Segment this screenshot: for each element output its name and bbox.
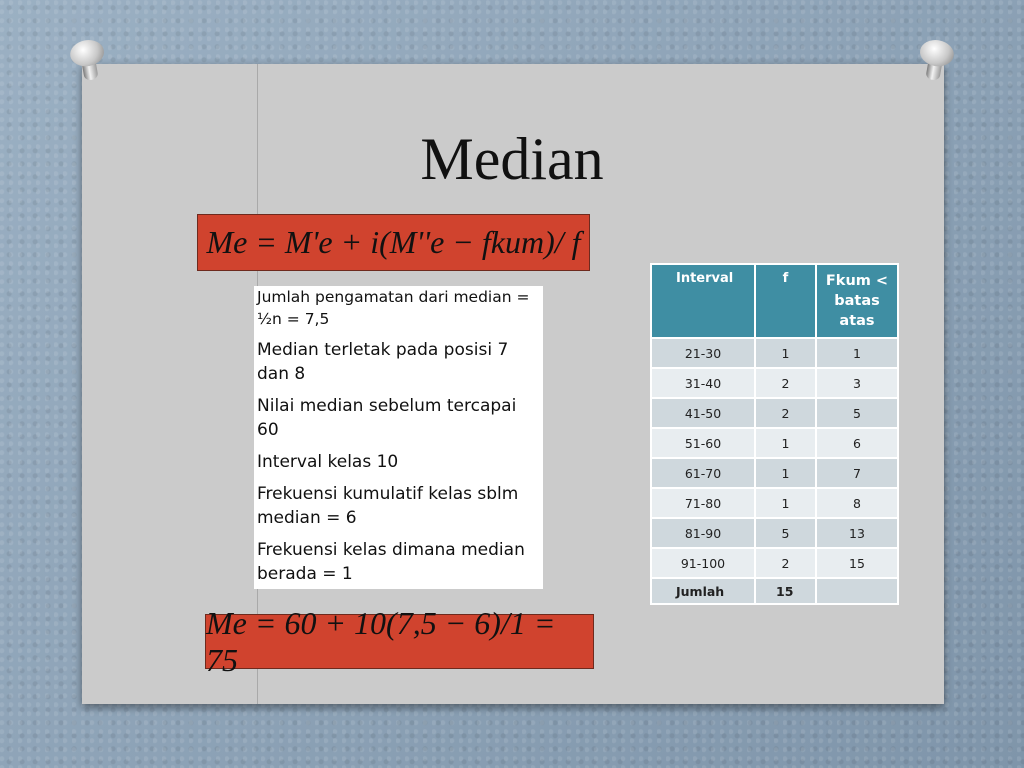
table-cell: 61-70 [651,458,755,488]
table-cell: 6 [816,428,898,458]
median-formula: Me = M'e + i(M''e − fkum)/ f [197,214,590,271]
table-cell: 1 [755,458,816,488]
table-cell: 2 [755,398,816,428]
table-row [651,548,898,578]
table-footer-total: 15 [755,578,816,604]
table-cell: 1 [755,428,816,458]
table-cell: 51-60 [651,428,755,458]
table-cell: 5 [816,398,898,428]
table-cell: 1 [755,338,816,368]
table-cell: 1 [816,338,898,368]
table-cell: 2 [755,548,816,578]
table-cell: 7 [816,458,898,488]
pushpin-icon [914,37,956,90]
table-cell: 81-90 [651,518,755,548]
frequency-table [650,263,899,605]
table-footer-empty [816,578,898,604]
table-cell: 1 [755,488,816,518]
pushpin-icon [68,37,110,90]
table-cell: 8 [816,488,898,518]
table-row [651,458,898,488]
notes-box [254,286,543,589]
table-cell: 15 [816,548,898,578]
median-result-formula: Me = 60 + 10(7,5 − 6)/1 = 75 [205,614,594,669]
table-footer-label: Jumlah [651,578,755,604]
table-header-fkum: Fkum < batas atas [816,264,898,338]
note-line: Median terletak pada posisi 7 dan 8 [257,340,509,384]
table-row [651,518,898,548]
slide-title: Median [420,126,604,192]
table-cell: 5 [755,518,816,548]
table-cell: 41-50 [651,398,755,428]
table-row [651,368,898,398]
table-row [651,338,898,368]
note-line: Nilai median sebelum tercapai 60 [257,396,517,440]
table-row [651,428,898,458]
table-row [651,398,898,428]
table-cell: 21-30 [651,338,755,368]
table-header-interval: Interval [651,264,755,338]
table-cell: 31-40 [651,368,755,398]
note-line: Jumlah pengamatan dari median = ½n = 7,5 [257,288,530,328]
table-row [651,488,898,518]
table-cell: 13 [816,518,898,548]
table-cell: 2 [755,368,816,398]
table-cell: 71-80 [651,488,755,518]
table-cell: 3 [816,368,898,398]
note-line: Frekuensi kumulatif kelas sblm median = 6 [257,484,519,528]
table-header-f: f [755,264,816,338]
table-footer-row [651,578,898,604]
note-line: Frekuensi kelas dimana median berada = 1 [257,540,525,584]
note-line: Interval kelas 10 [257,452,399,472]
table-cell: 91-100 [651,548,755,578]
